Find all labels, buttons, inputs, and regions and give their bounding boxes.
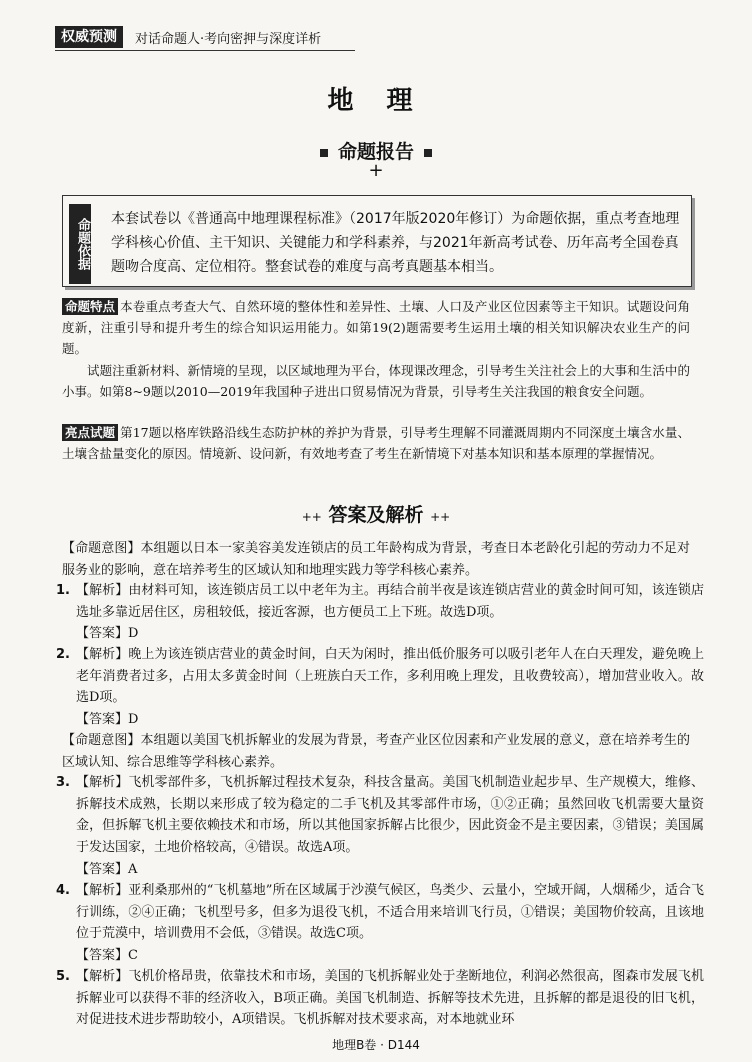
answers-heading: ++ 答案及解析 ++ [301, 504, 451, 526]
question-number: 2. [56, 647, 70, 662]
answer-4: 【答案】C [76, 948, 138, 963]
square-bullet-icon [424, 149, 432, 157]
report-heading: 命题报告 [0, 137, 752, 164]
basis-box [62, 195, 692, 287]
page-title: 地 理 [327, 86, 425, 116]
features-paragraph: 命题特点 本卷重点考查大气、自然环境的整体性和差异性、土壤、人口及产业区位因素等主干知识。试题设问角度新，注重引导和提升考生的综合知识运用能力。如第19(2)题需要考生运用土壤的相关知识解决农业生产的问题。 [62, 299, 690, 356]
question-4: 4. 【解析】亚利桑那州的“飞机墓地”所在区域属于沙漠气候区，鸟类少、云量小，空域开阔，人烟稀少，适合飞行训练，②④正确；飞机型号多，但多为退役飞机，不适合用来培训飞行员，①错误；美国物价较高，且该地位于荒漠中，培训费用不会低，③错误。故选C项。 [62, 880, 704, 945]
header-text: 对话命题人·考向密押与深度详析 [135, 32, 322, 47]
answer-3: 【答案】A [76, 862, 138, 877]
features-tag: 命题特点 [62, 298, 118, 315]
question-number: 4. [56, 883, 70, 898]
highlight-paragraph: 亮点试题 第17题以格库铁路沿线生态防护林的养护为背景，引导考生理解不同灌溉周期内不同深度土壤含水量、土壤含盐量变化的原因。情境新、设问新，有效地考查了考生在新情境下对基本知识和基本原理的掌握情况。 [62, 425, 690, 461]
running-header [55, 26, 355, 48]
highlight-tag: 亮点试题 [62, 424, 118, 441]
question-2: 2. 【解析】晚上为该连锁店营业的黄金时间，白天为闲时，推出低价服务可以吸引老年人在白天理发，避免晚上老年消费者过多，占用太多黄金时间（上班族白天工作，多利用晚上理发，且收费较高），增加营业收入。故选D项。 [62, 644, 704, 709]
question-3: 3. 【解析】飞机零部件多，飞机拆解过程技术复杂，科技含量高。美国飞机制造业起步早、生产规模大，维修、拆解技术成熟，长期以来形成了较为稳定的二手飞机及其零部件市场，①②正确；虽然回收飞机需要大量资金，但拆解飞机主要依赖技术和市场，所以其他国家拆解占比很少，因此资金不是主要因素，③错误；美国属于发达国家，土地价格较高，④错误。故选A项。 [62, 772, 704, 858]
answer-2: 【答案】D [76, 712, 139, 727]
question-number: 3. [56, 775, 70, 790]
question-number: 1. [56, 583, 70, 598]
question-5: 5. 【解析】飞机价格昂贵，依靠技术和市场，美国的飞机拆解业处于垄断地位，利润必然很高，图森市发展飞机拆解业可以获得不菲的经济收入，B项正确。美国飞机制造、拆解等技术先进，且拆解的都是退役的旧飞机，对促进技术进步帮助较小，A项错误。飞机拆解对技术要求高，对本地就业环 [62, 966, 704, 1031]
page-footer: 地理B卷 · D144 [332, 1038, 420, 1052]
basis-text: 本套试卷以《普通高中地理课程标准》（2017年版2020年修订）为命题依据，重点考查地理学科核心价值、主干知识、关键能力和学科素养，与2021年新高考试卷、历年高考全国卷真题吻合度高、定位相符。整套试卷的难度与高考真题基本相当。 [111, 211, 680, 275]
header-badge: 权威预测 [55, 26, 123, 48]
square-bullet-icon [320, 149, 328, 157]
header-rule [55, 50, 355, 51]
basis-tag: 命题依据 [69, 204, 91, 284]
question-number: 5. [56, 969, 70, 984]
features-paragraph-2: 试题注重新材料、新情境的呈现，以区域地理为平台，体现课改理念，引导考生关注社会上的大事和生活中的小事。如第8~9题以2010—2019年我国种子进出口贸易情况为背景，引导考生关注我国的粮食安全问题。 [62, 363, 690, 399]
answer-1: 【答案】D [76, 626, 139, 641]
intent-1: 【命题意图】本组题以日本一家美容美发连锁店的员工年龄构成为背景，考查日本老龄化引起的劳动力不足对服务业的影响，意在培养考生的区域认知和地理实践力等学科核心素养。 [62, 541, 690, 578]
intent-2: 【命题意图】本组题以美国飞机拆解业的发展为背景，考查产业区位因素和产业发展的意义，意在培养考生的区域认知、综合思维等学科核心素养。 [62, 733, 690, 770]
question-1: 1. 【解析】由材料可知，该连锁店员工以中老年为主。再结合前半夜是该连锁店营业的黄金时间可知，该连锁店选址多靠近居住区，房租较低，接近客源，也方便员工上下班。故选D项。 [62, 580, 704, 623]
plus-ornament-icon: + [368, 160, 384, 181]
